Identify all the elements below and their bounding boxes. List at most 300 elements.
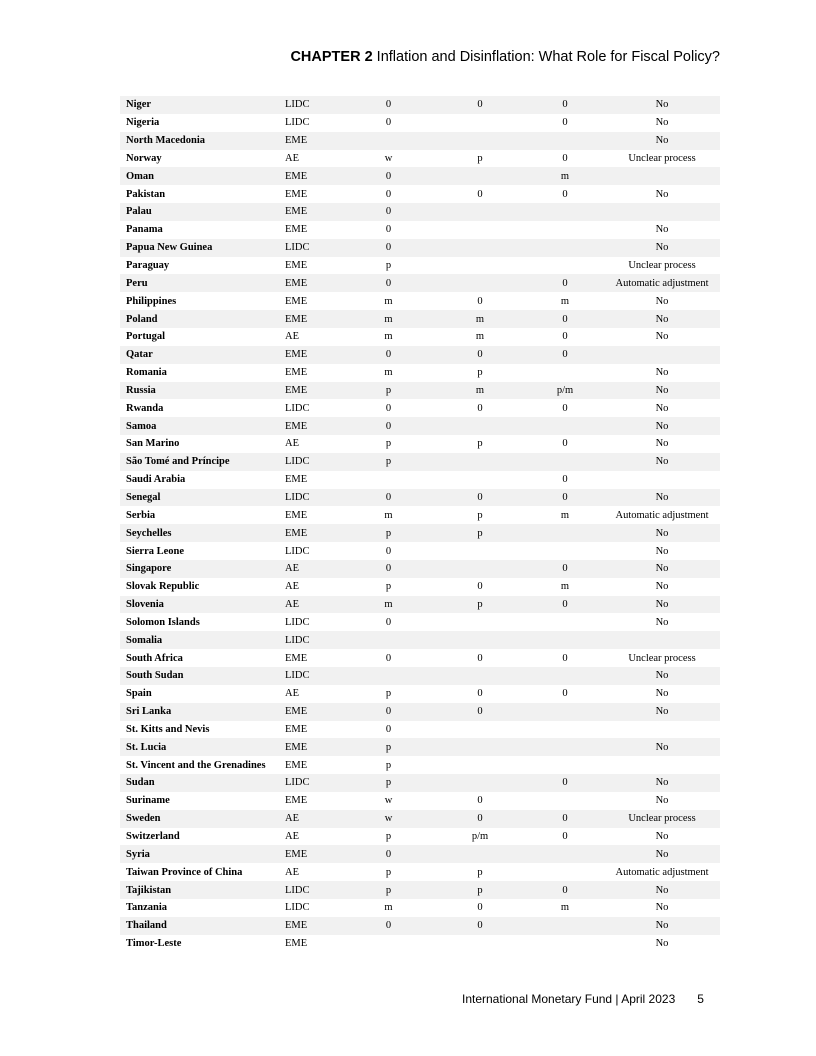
adjustment-cell: Automatic adjustment <box>615 866 709 878</box>
col1-cell: m <box>343 310 434 328</box>
adjustment-cell: No <box>604 96 720 114</box>
group-cell: EME <box>283 274 343 292</box>
table-row <box>120 221 720 239</box>
adjustment-cell: No <box>655 367 669 379</box>
country-cell: Slovenia <box>120 596 283 614</box>
country-cell: Taiwan Province of China <box>126 866 243 878</box>
col3-cell <box>526 756 604 774</box>
col3-cell: 0 <box>562 652 568 664</box>
col3-cell <box>526 364 604 382</box>
col2-cell <box>434 274 526 292</box>
col1-cell: 0 <box>385 224 392 236</box>
table-row <box>120 613 720 631</box>
group-cell: EME <box>283 845 343 863</box>
adjustment-cell: No <box>604 560 720 578</box>
col2-cell <box>434 132 526 150</box>
group-cell: AE <box>285 581 299 593</box>
col1-cell: 0 <box>343 167 434 185</box>
col2-cell: p <box>477 438 483 450</box>
table-row <box>120 810 720 828</box>
adjustment-cell: No <box>604 667 720 685</box>
col2-cell: 0 <box>434 96 526 114</box>
col1-cell: 0 <box>343 274 434 292</box>
country-cell: Singapore <box>120 560 283 578</box>
col2-cell <box>434 114 526 132</box>
col3-cell <box>526 703 604 721</box>
group-cell: EME <box>285 474 308 486</box>
table-row <box>120 382 720 400</box>
col1-cell: 0 <box>343 560 434 578</box>
adjustment-cell: No <box>604 881 720 899</box>
table-row <box>120 935 720 953</box>
table-row <box>120 899 720 917</box>
table-row <box>120 738 720 756</box>
adjustment-cell: Unclear process <box>604 810 720 828</box>
adjustment-cell: No <box>655 545 669 557</box>
col3-cell: 0 <box>562 331 568 343</box>
group-cell: EME <box>283 703 343 721</box>
page-number: 5 <box>697 992 704 1006</box>
adjustment-cell: Unclear process <box>628 652 696 664</box>
country-cell: Palau <box>120 203 283 221</box>
col1-cell <box>343 631 434 649</box>
country-cell: Russia <box>120 382 283 400</box>
group-cell: EME <box>283 917 343 935</box>
country-cell: Saudi Arabia <box>126 474 186 486</box>
group-cell: EME <box>285 723 308 735</box>
country-cell: Spain <box>126 688 152 700</box>
col3-cell: 0 <box>562 402 568 414</box>
table-row <box>120 845 720 863</box>
col2-cell <box>434 221 526 239</box>
country-cell: Papua New Guinea <box>120 239 283 257</box>
col3-cell <box>526 542 604 560</box>
table-row <box>120 453 720 471</box>
country-cell: Tanzania <box>126 902 168 914</box>
country-cell: Somalia <box>120 631 283 649</box>
adjustment-cell: No <box>655 831 669 843</box>
group-cell: AE <box>285 866 299 878</box>
country-cell: Tajikistan <box>120 881 283 899</box>
table-row <box>120 399 720 417</box>
col3-cell: m <box>560 581 570 593</box>
group-cell: LIDC <box>283 631 343 649</box>
col1-cell: p <box>343 382 434 400</box>
country-table <box>120 96 720 953</box>
adjustment-cell: No <box>655 616 669 628</box>
table-row <box>120 364 720 382</box>
col1-cell: p <box>385 581 392 593</box>
country-cell: Panama <box>126 224 163 236</box>
col1-cell: p <box>343 881 434 899</box>
col1-cell: w <box>384 152 393 164</box>
group-cell: LIDC <box>283 453 343 471</box>
country-cell: Seychelles <box>120 524 283 542</box>
adjustment-cell <box>604 203 720 221</box>
table-row <box>120 685 720 703</box>
page-footer <box>462 992 704 1006</box>
group-cell: EME <box>285 938 308 950</box>
adjustment-cell: No <box>655 938 669 950</box>
table-row <box>120 489 720 507</box>
col3-cell: 0 <box>562 831 568 843</box>
chapter-label: CHAPTER 2 <box>290 49 373 65</box>
country-cell: Norway <box>126 152 162 164</box>
group-cell: EME <box>283 167 343 185</box>
col2-cell <box>434 203 526 221</box>
country-cell: Portugal <box>126 331 166 343</box>
country-cell: St. Lucia <box>120 738 283 756</box>
table-row <box>120 649 720 667</box>
col1-cell: p <box>385 688 392 700</box>
adjustment-cell: No <box>604 917 720 935</box>
group-cell: LIDC <box>285 545 310 557</box>
col1-cell: m <box>384 295 393 307</box>
group-cell: LIDC <box>283 667 343 685</box>
adjustment-cell: No <box>604 596 720 614</box>
country-cell: Romania <box>126 367 167 379</box>
country-cell: Samoa <box>120 417 283 435</box>
country-cell: Poland <box>120 310 283 328</box>
col1-cell: 0 <box>343 96 434 114</box>
group-cell: EME <box>283 203 343 221</box>
col1-cell: 0 <box>385 652 392 664</box>
col2-cell <box>434 667 526 685</box>
group-cell: EME <box>283 310 343 328</box>
adjustment-cell: No <box>604 417 720 435</box>
adjustment-cell: No <box>655 295 669 307</box>
country-cell: St. Vincent and the Grenadines <box>126 759 266 771</box>
adjustment-cell <box>604 631 720 649</box>
group-cell: EME <box>283 738 343 756</box>
adjustment-cell: No <box>655 902 669 914</box>
col2-cell <box>434 453 526 471</box>
table-row <box>120 524 720 542</box>
adjustment-cell: No <box>655 581 669 593</box>
adjustment-cell <box>604 471 720 489</box>
col1-cell: m <box>384 509 393 521</box>
col3-cell: 0 <box>526 774 604 792</box>
col2-cell: p <box>434 524 526 542</box>
table-row <box>120 596 720 614</box>
col3-cell: m <box>526 167 604 185</box>
table-row <box>120 239 720 257</box>
country-cell: Sri Lanka <box>120 703 283 721</box>
adjustment-cell: No <box>604 382 720 400</box>
table-row <box>120 560 720 578</box>
country-cell: Qatar <box>120 346 283 364</box>
col3-cell: m <box>560 509 570 521</box>
country-cell: Paraguay <box>126 260 170 272</box>
col3-cell <box>526 721 604 739</box>
group-cell: EME <box>285 759 308 771</box>
group-cell: AE <box>283 596 343 614</box>
col1-cell: p <box>343 738 434 756</box>
col3-cell <box>526 667 604 685</box>
group-cell: LIDC <box>285 402 310 414</box>
col3-cell: m <box>560 295 570 307</box>
group-cell: EME <box>285 188 308 200</box>
adjustment-cell: Automatic adjustment <box>615 509 709 521</box>
adjustment-cell: Unclear process <box>628 260 696 272</box>
col2-cell <box>434 560 526 578</box>
col1-cell <box>343 667 434 685</box>
table-row <box>120 863 720 881</box>
adjustment-cell <box>604 346 720 364</box>
adjustment-cell: No <box>655 331 669 343</box>
group-cell: LIDC <box>283 239 343 257</box>
footer-source: International Monetary Fund | April 2023 <box>462 992 676 1006</box>
col1-cell: 0 <box>385 545 392 557</box>
table-row <box>120 257 720 275</box>
adjustment-cell: No <box>604 310 720 328</box>
table-row <box>120 471 720 489</box>
col2-cell: p <box>477 152 483 164</box>
col2-cell: 0 <box>477 581 483 593</box>
table-row <box>120 506 720 524</box>
col2-cell: p/m <box>471 831 489 843</box>
country-cell: Switzerland <box>126 831 180 843</box>
adjustment-cell: No <box>604 524 720 542</box>
col2-cell <box>434 845 526 863</box>
table-row <box>120 542 720 560</box>
adjustment-cell: No <box>655 688 669 700</box>
col3-cell <box>526 221 604 239</box>
col2-cell <box>434 613 526 631</box>
col3-cell <box>526 417 604 435</box>
col3-cell <box>526 631 604 649</box>
col2-cell: 0 <box>434 917 526 935</box>
col1-cell: p <box>385 759 392 771</box>
col2-cell: p <box>477 509 483 521</box>
table-row <box>120 631 720 649</box>
country-cell: Niger <box>120 96 283 114</box>
country-cell: South Africa <box>126 652 183 664</box>
col3-cell <box>526 453 604 471</box>
group-cell: LIDC <box>283 489 343 507</box>
group-cell: EME <box>283 382 343 400</box>
col3-cell: 0 <box>526 274 604 292</box>
adjustment-cell: No <box>604 774 720 792</box>
col2-cell: m <box>434 310 526 328</box>
col1-cell: 0 <box>343 203 434 221</box>
col1-cell <box>343 935 434 953</box>
group-cell: EME <box>285 295 308 307</box>
table-row <box>120 346 720 364</box>
group-cell: EME <box>283 524 343 542</box>
group-cell: EME <box>285 652 308 664</box>
country-cell: Rwanda <box>126 402 164 414</box>
col3-cell: 0 <box>526 560 604 578</box>
table-row <box>120 114 720 132</box>
table-row <box>120 328 720 346</box>
col1-cell: w <box>343 810 434 828</box>
col1-cell: p <box>343 524 434 542</box>
col3-cell <box>526 863 604 881</box>
table-row <box>120 721 720 739</box>
group-cell: EME <box>283 132 343 150</box>
col3-cell: 0 <box>562 438 568 450</box>
col1-cell: p <box>343 453 434 471</box>
group-cell: LIDC <box>283 96 343 114</box>
group-cell: AE <box>285 152 299 164</box>
group-cell: AE <box>283 560 343 578</box>
adjustment-cell: No <box>655 402 669 414</box>
col3-cell <box>526 239 604 257</box>
table-row <box>120 150 720 168</box>
country-cell: St. Kitts and Nevis <box>126 723 210 735</box>
country-cell: Philippines <box>126 295 177 307</box>
col3-cell: 0 <box>526 881 604 899</box>
col1-cell: 0 <box>343 845 434 863</box>
adjustment-cell: No <box>604 453 720 471</box>
chapter-title: Inflation and Disinflation: What Role for Fiscal Policy? <box>376 49 720 65</box>
table-row <box>120 435 720 453</box>
col1-cell: m <box>384 367 393 379</box>
table-row <box>120 756 720 774</box>
country-cell: Nigeria <box>126 117 160 129</box>
adjustment-cell: No <box>604 489 720 507</box>
col1-cell: 0 <box>343 346 434 364</box>
col1-cell: 0 <box>385 616 392 628</box>
table-row <box>120 417 720 435</box>
col3-cell <box>526 792 604 810</box>
col3-cell: 0 <box>562 688 568 700</box>
col2-cell: 0 <box>477 652 483 664</box>
adjustment-cell: No <box>655 224 669 236</box>
col3-cell: 0 <box>562 152 568 164</box>
col2-cell <box>434 417 526 435</box>
table-row <box>120 203 720 221</box>
col3-cell <box>526 917 604 935</box>
country-cell: Slovak Republic <box>126 581 200 593</box>
country-cell: Oman <box>120 167 283 185</box>
adjustment-cell <box>604 721 720 739</box>
col3-cell: 0 <box>526 596 604 614</box>
group-cell: LIDC <box>285 616 310 628</box>
col2-cell: m <box>434 382 526 400</box>
col3-cell: 0 <box>526 346 604 364</box>
country-cell: Peru <box>120 274 283 292</box>
col3-cell: 0 <box>526 489 604 507</box>
table-row <box>120 881 720 899</box>
country-cell: San Marino <box>126 438 180 450</box>
col1-cell: p <box>385 866 392 878</box>
col3-cell <box>526 203 604 221</box>
country-cell: Syria <box>120 845 283 863</box>
col3-cell <box>526 257 604 275</box>
col1-cell: 0 <box>343 239 434 257</box>
col1-cell: p <box>385 260 392 272</box>
col1-cell: 0 <box>343 417 434 435</box>
col2-cell: m <box>475 331 485 343</box>
group-cell: LIDC <box>283 774 343 792</box>
col3-cell: 0 <box>562 117 568 129</box>
col1-cell: 0 <box>343 703 434 721</box>
group-cell: EME <box>285 367 308 379</box>
group-cell: EME <box>285 795 308 807</box>
group-cell: EME <box>283 346 343 364</box>
col2-cell: 0 <box>477 402 483 414</box>
col2-cell <box>434 257 526 275</box>
table-row <box>120 167 720 185</box>
country-cell: Suriname <box>126 795 170 807</box>
col3-cell <box>526 524 604 542</box>
adjustment-cell: No <box>604 738 720 756</box>
country-cell: Serbia <box>126 509 156 521</box>
col2-cell <box>434 167 526 185</box>
adjustment-cell: No <box>655 188 669 200</box>
col1-cell: w <box>384 795 393 807</box>
col3-cell: 0 <box>562 188 568 200</box>
page-header <box>290 49 720 65</box>
country-cell: Solomon Islands <box>126 616 200 628</box>
group-cell: AE <box>285 831 299 843</box>
group-cell: LIDC <box>285 902 310 914</box>
col2-cell: 0 <box>477 295 483 307</box>
country-cell: North Macedonia <box>120 132 283 150</box>
group-cell: AE <box>285 331 299 343</box>
col3-cell: 0 <box>526 810 604 828</box>
group-cell: EME <box>285 224 308 236</box>
col2-cell <box>434 631 526 649</box>
col1-cell: m <box>384 902 393 914</box>
col2-cell: 0 <box>434 489 526 507</box>
col1-cell: m <box>384 331 393 343</box>
group-cell: LIDC <box>285 117 310 129</box>
col2-cell: p <box>434 881 526 899</box>
country-cell: Sweden <box>120 810 283 828</box>
col1-cell: 0 <box>385 188 392 200</box>
col3-cell: 0 <box>526 96 604 114</box>
table-row <box>120 132 720 150</box>
country-cell: São Tomé and Príncipe <box>120 453 283 471</box>
adjustment-cell: No <box>604 703 720 721</box>
col2-cell <box>434 542 526 560</box>
col2-cell: p <box>477 866 483 878</box>
table-row <box>120 917 720 935</box>
col1-cell: 0 <box>385 723 392 735</box>
col3-cell: m <box>560 902 570 914</box>
table-row <box>120 310 720 328</box>
col1-cell: p <box>385 831 392 843</box>
group-cell: LIDC <box>283 881 343 899</box>
table-row <box>120 667 720 685</box>
adjustment-cell: No <box>655 117 669 129</box>
table-body <box>120 96 720 953</box>
col2-cell: 0 <box>477 902 483 914</box>
country-cell: Timor-Leste <box>126 938 182 950</box>
col1-cell: 0 <box>343 489 434 507</box>
col1-cell: 0 <box>385 402 392 414</box>
group-cell: EME <box>285 509 308 521</box>
table-row <box>120 274 720 292</box>
adjustment-cell: Automatic adjustment <box>604 274 720 292</box>
adjustment-cell: No <box>655 438 669 450</box>
group-cell: AE <box>285 688 299 700</box>
col2-cell: p <box>434 596 526 614</box>
col3-cell: 0 <box>562 474 568 486</box>
table-row <box>120 828 720 846</box>
table-row <box>120 703 720 721</box>
adjustment-cell <box>604 167 720 185</box>
country-cell: Sierra Leone <box>126 545 185 557</box>
col2-cell: 0 <box>477 688 483 700</box>
adjustment-cell: No <box>655 795 669 807</box>
col2-cell: 0 <box>434 810 526 828</box>
group-cell: EME <box>283 417 343 435</box>
country-cell: Thailand <box>120 917 283 935</box>
